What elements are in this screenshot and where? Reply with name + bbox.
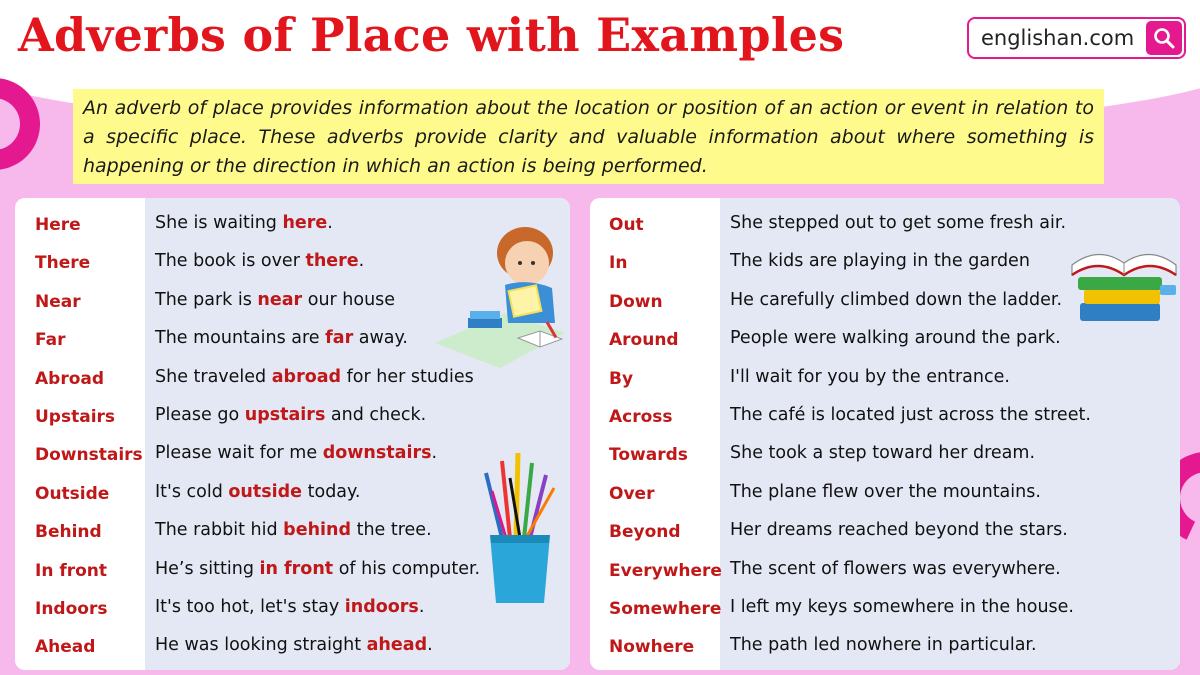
search-icon — [1152, 26, 1176, 50]
adverb-word: Across — [609, 407, 673, 427]
page-title: Adverbs of Place with Examples — [18, 8, 845, 62]
example-sentence: She took a step toward her dream. — [730, 443, 1036, 464]
example-sentence: The scent of flowers was everywhere. — [730, 558, 1061, 579]
adverb-word: Outside — [35, 483, 110, 504]
books-stack-illustration — [1068, 233, 1180, 328]
sentence-text: away. — [353, 328, 408, 349]
adverb-word: Far — [35, 330, 66, 351]
example-sentence: She stepped out to get some fresh air. — [730, 213, 1067, 233]
adverb-word: Around — [609, 330, 679, 351]
sentence-text: The rabbit hid — [155, 520, 284, 541]
example-sentence: He carefully climbed down the ladder. — [730, 289, 1063, 310]
adverb-word: Towards — [609, 445, 688, 466]
sentence-text: the tree. — [351, 520, 432, 541]
example-sentence — [155, 597, 424, 617]
adverb-word: Everywhere — [609, 560, 722, 581]
adverb-word: Down — [609, 291, 663, 312]
table-row — [590, 398, 1180, 436]
sentence-text: The mountains are — [155, 328, 326, 349]
table-row — [15, 398, 570, 436]
example-sentence: I'll wait for you by the entrance. — [730, 366, 1010, 387]
example-sentence — [155, 559, 480, 579]
example-sentence — [155, 520, 432, 540]
table-row — [590, 552, 1180, 590]
adverb-word: Behind — [35, 522, 102, 543]
pencil-cup-illustration — [480, 443, 560, 608]
example-sentence — [155, 251, 364, 271]
adverb-word: Ahead — [35, 637, 96, 658]
sentence-text: . — [418, 597, 425, 617]
sentence-text: He’s sitting — [155, 558, 260, 579]
adverb-word: Indoors — [35, 599, 108, 619]
sentence-text: . — [327, 213, 333, 233]
highlighted-adverb: behind — [283, 520, 352, 541]
highlighted-adverb: downstairs — [322, 443, 432, 464]
example-sentence — [155, 213, 333, 233]
adverb-word: Upstairs — [35, 407, 116, 427]
sentence-text: She is waiting — [155, 213, 283, 233]
example-sentence — [155, 482, 360, 502]
table-row — [590, 360, 1180, 398]
example-sentence: People were walking around the park. — [730, 328, 1061, 349]
highlighted-adverb: near — [257, 289, 303, 310]
adverb-word: Out — [609, 215, 644, 235]
sentence-text: of his computer. — [333, 558, 481, 579]
adverb-word: Near — [35, 291, 81, 312]
right-table — [590, 198, 1180, 670]
sentence-text: He was looking straight — [155, 635, 367, 656]
sentence-text: It's too hot, let's stay — [155, 597, 345, 617]
example-sentence — [155, 635, 433, 655]
example-sentence — [155, 443, 437, 463]
highlighted-adverb: outside — [228, 481, 303, 502]
sentence-text: . — [431, 443, 438, 464]
table-row — [590, 436, 1180, 474]
table-row — [590, 628, 1180, 666]
brand-name: englishan.com — [981, 26, 1135, 50]
left-table — [15, 198, 570, 670]
sentence-text: our house — [302, 289, 396, 310]
adverb-word: In front — [35, 560, 108, 581]
adverb-word: Somewhere — [609, 599, 722, 619]
sentence-text: . — [358, 251, 365, 272]
example-sentence: The kids are playing in the garden — [730, 251, 1030, 272]
example-sentence: The café is located just across the street. — [730, 405, 1091, 425]
highlighted-adverb: indoors — [344, 597, 419, 617]
intro-paragraph: An adverb of place provides information about the location or position of an action or event in relation to a specific place. These adverbs provide clarity and valuable information about where something is happening or the direction in which an action is being performed. — [73, 89, 1104, 184]
table-row — [590, 590, 1180, 628]
brand-search-box[interactable] — [967, 17, 1186, 59]
adverb-word: Over — [609, 483, 655, 504]
boy-reading-illustration — [430, 223, 565, 373]
adverb-word: There — [35, 253, 91, 274]
highlighted-adverb: here — [282, 213, 328, 233]
sentence-text: It's cold — [155, 481, 229, 502]
adverb-word: Here — [35, 215, 81, 235]
example-sentence — [155, 367, 474, 387]
sentence-text: . — [427, 635, 433, 656]
sentence-text: The park is — [155, 289, 258, 310]
sentence-text: Please wait for me — [155, 443, 323, 464]
adverb-word: Downstairs — [35, 445, 143, 466]
sentence-text: and check. — [325, 405, 427, 425]
table-row — [590, 475, 1180, 513]
example-sentence — [155, 328, 408, 348]
adverb-word: Nowhere — [609, 637, 695, 658]
highlighted-adverb: in front — [259, 558, 334, 579]
adverb-word: Beyond — [609, 522, 681, 543]
table-row — [15, 628, 570, 666]
highlighted-adverb: upstairs — [244, 405, 326, 425]
example-sentence — [155, 290, 395, 310]
sentence-text: today. — [302, 481, 361, 502]
adverb-word: In — [609, 253, 628, 274]
highlighted-adverb: far — [325, 328, 354, 349]
example-sentence: Her dreams reached beyond the stars. — [730, 520, 1068, 541]
example-sentence: The path led nowhere in particular. — [730, 635, 1037, 656]
table-row — [590, 513, 1180, 551]
search-button[interactable] — [1146, 21, 1182, 55]
sentence-text: Please go — [155, 405, 245, 425]
highlighted-adverb: abroad — [271, 366, 342, 387]
example-sentence — [155, 405, 426, 425]
adverb-word: By — [609, 368, 634, 389]
sentence-text: for her studies — [341, 366, 474, 387]
highlighted-adverb: ahead — [366, 635, 428, 656]
sentence-text: The book is over — [155, 251, 306, 272]
example-sentence: I left my keys somewhere in the house. — [730, 597, 1074, 617]
example-sentence: The plane flew over the mountains. — [730, 481, 1041, 502]
sentence-text: She traveled — [155, 366, 272, 387]
highlighted-adverb: there — [305, 251, 359, 272]
adverb-word: Abroad — [35, 368, 105, 389]
